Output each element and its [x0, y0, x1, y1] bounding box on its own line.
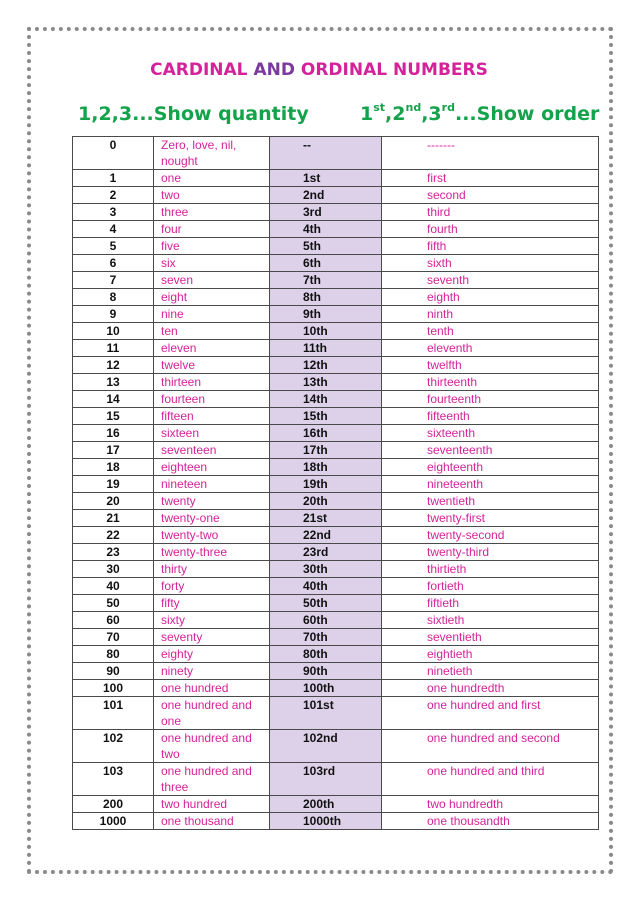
cardinal-word-cell: seven	[154, 272, 270, 289]
ordinal-number-cell: 70th	[270, 629, 382, 646]
ordinal-number-cell: 8th	[270, 289, 382, 306]
cardinal-word-cell: one hundred and two	[154, 730, 270, 763]
ordinal-number-cell: 12th	[270, 357, 382, 374]
number-cell: 200	[73, 796, 154, 813]
ordinal-word-cell: thirteenth	[382, 374, 599, 391]
ordinal-word-cell: seventieth	[382, 629, 599, 646]
number-cell: 22	[73, 527, 154, 544]
ordinal-number-cell: 14th	[270, 391, 382, 408]
subtitle-order-s1: st	[373, 101, 386, 114]
cardinal-word-cell: seventeen	[154, 442, 270, 459]
ordinal-number-cell: 18th	[270, 459, 382, 476]
number-cell: 23	[73, 544, 154, 561]
number-cell: 20	[73, 493, 154, 510]
cardinal-word-cell: eighteen	[154, 459, 270, 476]
table-row	[73, 730, 599, 763]
cardinal-word-cell: three	[154, 204, 270, 221]
table-row	[73, 612, 599, 629]
ordinal-word-cell: twenty-second	[382, 527, 599, 544]
table-row	[73, 357, 599, 374]
cardinal-word-cell: sixteen	[154, 425, 270, 442]
ordinal-word-cell: fiftieth	[382, 595, 599, 612]
ordinal-number-cell: 80th	[270, 646, 382, 663]
ordinal-word-cell: eightieth	[382, 646, 599, 663]
ordinal-word-cell: two hundredth	[382, 796, 599, 813]
ordinal-number-cell: 4th	[270, 221, 382, 238]
table-row	[73, 680, 599, 697]
number-cell: 30	[73, 561, 154, 578]
ordinal-number-cell: 11th	[270, 340, 382, 357]
ordinal-word-cell: sixteenth	[382, 425, 599, 442]
table-row	[73, 510, 599, 527]
ordinal-number-cell: 15th	[270, 408, 382, 425]
ordinal-word-cell: fourth	[382, 221, 599, 238]
number-cell: 70	[73, 629, 154, 646]
ordinal-word-cell: twentieth	[382, 493, 599, 510]
ordinal-number-cell: 21st	[270, 510, 382, 527]
ordinal-word-cell: one hundred and second	[382, 730, 599, 763]
cardinal-word-cell: two hundred	[154, 796, 270, 813]
table-row	[73, 595, 599, 612]
ordinal-number-cell: 5th	[270, 238, 382, 255]
ordinal-number-cell: --	[270, 137, 382, 170]
ordinal-number-cell: 30th	[270, 561, 382, 578]
cardinal-word-cell: twenty	[154, 493, 270, 510]
table-row	[73, 391, 599, 408]
ordinal-word-cell: thirtieth	[382, 561, 599, 578]
ordinal-word-cell: twenty-first	[382, 510, 599, 527]
ordinal-word-cell: seventeenth	[382, 442, 599, 459]
table-row	[73, 459, 599, 476]
ordinal-number-cell: 9th	[270, 306, 382, 323]
ordinal-word-cell: seventh	[382, 272, 599, 289]
ordinal-word-cell: twenty-third	[382, 544, 599, 561]
table-row	[73, 527, 599, 544]
cardinal-word-cell: one hundred	[154, 680, 270, 697]
table-row	[73, 425, 599, 442]
cardinal-word-cell: ten	[154, 323, 270, 340]
subtitle-order-n2: ,2	[385, 103, 406, 125]
cardinal-word-cell: twelve	[154, 357, 270, 374]
number-cell: 14	[73, 391, 154, 408]
ordinal-number-cell: 23rd	[270, 544, 382, 561]
numbers-table	[72, 136, 599, 830]
number-cell: 17	[73, 442, 154, 459]
ordinal-word-cell: one hundred and third	[382, 763, 599, 796]
table-row	[73, 187, 599, 204]
ordinal-number-cell: 1st	[270, 170, 382, 187]
cardinal-word-cell: nineteen	[154, 476, 270, 493]
table-row	[73, 763, 599, 796]
number-cell: 80	[73, 646, 154, 663]
subtitle-order-n3: ,3	[421, 103, 442, 125]
number-cell: 4	[73, 221, 154, 238]
number-cell: 13	[73, 374, 154, 391]
subtitle-order-tail: ...Show order	[454, 103, 600, 125]
cardinal-word-cell: one thousand	[154, 813, 270, 830]
table-row	[73, 544, 599, 561]
title-part-and: AND	[253, 60, 295, 80]
number-cell: 8	[73, 289, 154, 306]
ordinal-word-cell: fifth	[382, 238, 599, 255]
ordinal-number-cell: 100th	[270, 680, 382, 697]
number-cell: 19	[73, 476, 154, 493]
number-cell: 60	[73, 612, 154, 629]
cardinal-word-cell: fifteen	[154, 408, 270, 425]
page-title	[0, 60, 638, 80]
ordinal-number-cell: 16th	[270, 425, 382, 442]
table-row	[73, 289, 599, 306]
cardinal-word-cell: six	[154, 255, 270, 272]
number-cell: 90	[73, 663, 154, 680]
ordinal-word-cell: -------	[382, 137, 599, 170]
ordinal-number-cell: 20th	[270, 493, 382, 510]
ordinal-word-cell: eighth	[382, 289, 599, 306]
ordinal-number-cell: 200th	[270, 796, 382, 813]
cardinal-word-cell: one hundred and one	[154, 697, 270, 730]
ordinal-number-cell: 19th	[270, 476, 382, 493]
ordinal-word-cell: eleventh	[382, 340, 599, 357]
table-row	[73, 137, 599, 170]
table-row	[73, 323, 599, 340]
cardinal-word-cell: four	[154, 221, 270, 238]
table-row	[73, 493, 599, 510]
ordinal-word-cell: sixth	[382, 255, 599, 272]
ordinal-word-cell: fortieth	[382, 578, 599, 595]
cardinal-word-cell: thirteen	[154, 374, 270, 391]
ordinal-number-cell: 10th	[270, 323, 382, 340]
number-cell: 11	[73, 340, 154, 357]
ordinal-number-cell: 2nd	[270, 187, 382, 204]
table-row	[73, 272, 599, 289]
cardinal-word-cell: Zero, love, nil, nought	[154, 137, 270, 170]
cardinal-word-cell: twenty-three	[154, 544, 270, 561]
cardinal-word-cell: one hundred and three	[154, 763, 270, 796]
ordinal-word-cell: one hundred and first	[382, 697, 599, 730]
ordinal-word-cell: sixtieth	[382, 612, 599, 629]
cardinal-word-cell: twenty-two	[154, 527, 270, 544]
ordinal-number-cell: 103rd	[270, 763, 382, 796]
title-part-ordinal: ORDINAL NUMBERS	[300, 60, 488, 80]
number-cell: 103	[73, 763, 154, 796]
table-row	[73, 442, 599, 459]
cardinal-word-cell: ninety	[154, 663, 270, 680]
ordinal-number-cell: 102nd	[270, 730, 382, 763]
number-cell: 6	[73, 255, 154, 272]
table-row	[73, 255, 599, 272]
number-cell: 12	[73, 357, 154, 374]
number-cell: 21	[73, 510, 154, 527]
subtitle-order-s2: nd	[405, 101, 422, 114]
ordinal-word-cell: one hundredth	[382, 680, 599, 697]
cardinal-word-cell: fifty	[154, 595, 270, 612]
number-cell: 1	[73, 170, 154, 187]
table-row	[73, 697, 599, 730]
ordinal-number-cell: 60th	[270, 612, 382, 629]
cardinal-word-cell: sixty	[154, 612, 270, 629]
cardinal-word-cell: nine	[154, 306, 270, 323]
ordinal-number-cell: 40th	[270, 578, 382, 595]
subtitle-order	[360, 103, 599, 125]
cardinal-word-cell: eleven	[154, 340, 270, 357]
ordinal-word-cell: twelfth	[382, 357, 599, 374]
number-cell: 0	[73, 137, 154, 170]
title-part-cardinal: CARDINAL	[150, 60, 248, 80]
table-row	[73, 340, 599, 357]
cardinal-word-cell: eight	[154, 289, 270, 306]
ordinal-word-cell: fourteenth	[382, 391, 599, 408]
ordinal-word-cell: ninth	[382, 306, 599, 323]
cardinal-word-cell: forty	[154, 578, 270, 595]
cardinal-word-cell: fourteen	[154, 391, 270, 408]
ordinal-number-cell: 50th	[270, 595, 382, 612]
number-cell: 5	[73, 238, 154, 255]
table-row	[73, 561, 599, 578]
ordinal-number-cell: 22nd	[270, 527, 382, 544]
subtitle-order-n1: 1	[360, 103, 374, 125]
ordinal-number-cell: 1000th	[270, 813, 382, 830]
ordinal-number-cell: 17th	[270, 442, 382, 459]
cardinal-word-cell: five	[154, 238, 270, 255]
ordinal-word-cell: nineteenth	[382, 476, 599, 493]
table-row	[73, 221, 599, 238]
number-cell: 100	[73, 680, 154, 697]
ordinal-number-cell: 90th	[270, 663, 382, 680]
table-row	[73, 306, 599, 323]
cardinal-word-cell: twenty-one	[154, 510, 270, 527]
number-cell: 50	[73, 595, 154, 612]
table-row	[73, 170, 599, 187]
number-cell: 18	[73, 459, 154, 476]
cardinal-word-cell: one	[154, 170, 270, 187]
ordinal-word-cell: eighteenth	[382, 459, 599, 476]
ordinal-word-cell: first	[382, 170, 599, 187]
cardinal-word-cell: two	[154, 187, 270, 204]
table-row	[73, 476, 599, 493]
ordinal-word-cell: tenth	[382, 323, 599, 340]
cardinal-word-cell: seventy	[154, 629, 270, 646]
table-row	[73, 813, 599, 830]
table-row	[73, 663, 599, 680]
ordinal-word-cell: third	[382, 204, 599, 221]
ordinal-number-cell: 13th	[270, 374, 382, 391]
number-cell: 9	[73, 306, 154, 323]
table-row	[73, 578, 599, 595]
ordinal-number-cell: 7th	[270, 272, 382, 289]
number-cell: 40	[73, 578, 154, 595]
ordinal-word-cell: ninetieth	[382, 663, 599, 680]
ordinal-number-cell: 6th	[270, 255, 382, 272]
number-cell: 16	[73, 425, 154, 442]
number-cell: 3	[73, 204, 154, 221]
subtitle-order-s3: rd	[441, 101, 455, 114]
table-row	[73, 408, 599, 425]
ordinal-number-cell: 3rd	[270, 204, 382, 221]
ordinal-word-cell: fifteenth	[382, 408, 599, 425]
number-cell: 7	[73, 272, 154, 289]
table-row	[73, 629, 599, 646]
cardinal-word-cell: eighty	[154, 646, 270, 663]
ordinal-word-cell: second	[382, 187, 599, 204]
number-cell: 1000	[73, 813, 154, 830]
table-row	[73, 204, 599, 221]
table-row	[73, 238, 599, 255]
table-row	[73, 374, 599, 391]
ordinal-word-cell: one thousandth	[382, 813, 599, 830]
table-row	[73, 646, 599, 663]
cardinal-word-cell: thirty	[154, 561, 270, 578]
number-cell: 102	[73, 730, 154, 763]
ordinal-number-cell: 101st	[270, 697, 382, 730]
number-cell: 101	[73, 697, 154, 730]
subtitle-quantity: 1,2,3...Show quantity	[78, 103, 309, 125]
number-cell: 10	[73, 323, 154, 340]
table-row	[73, 796, 599, 813]
number-cell: 2	[73, 187, 154, 204]
number-cell: 15	[73, 408, 154, 425]
